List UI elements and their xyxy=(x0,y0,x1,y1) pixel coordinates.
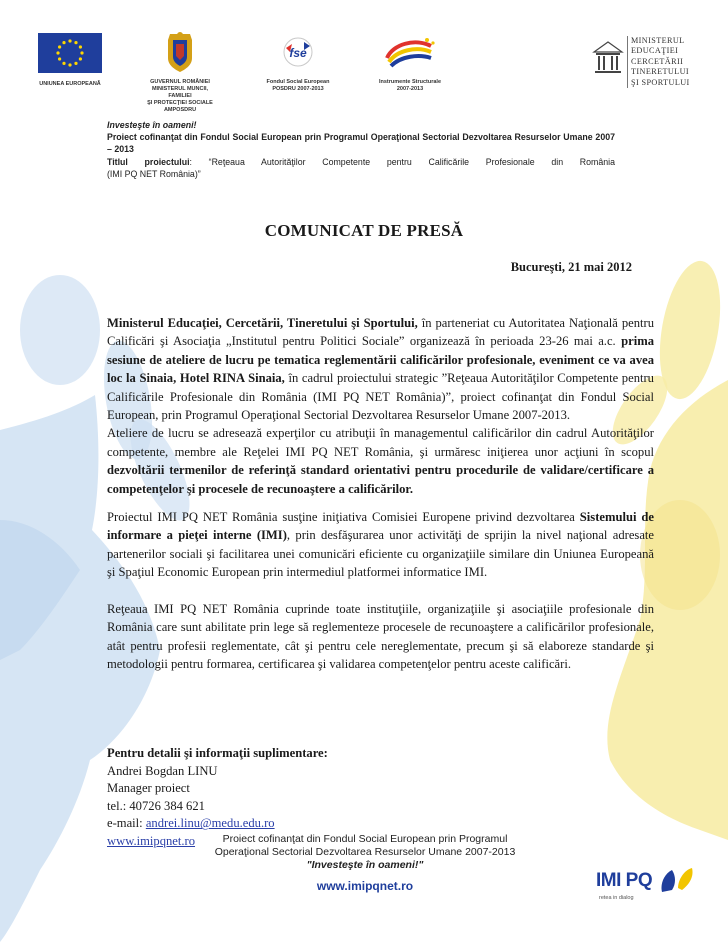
imipq-brand: IMI PQ xyxy=(596,870,653,891)
gov-caption-line: MINISTERUL MUNCII, FAMILIEI xyxy=(151,85,209,99)
project-title-label: Titlul proiectului xyxy=(107,156,190,167)
paragraph-intro xyxy=(107,314,654,424)
contact-email-row xyxy=(107,815,328,833)
ministry-building-icon xyxy=(592,38,624,78)
footer-line: Proiect cofinanţat din Fondul Social European prin Programul xyxy=(222,833,508,845)
paragraph-workshops xyxy=(107,424,654,498)
gov-caption-line: GUVERNUL ROMÂNIEI xyxy=(150,79,210,85)
footer-line: Operaţional Sectorial Dezvoltarea Resurselor Umane 2007-2013 xyxy=(214,846,516,858)
government-caption xyxy=(140,79,220,113)
fse-logo xyxy=(258,30,338,93)
coat-of-arms-icon xyxy=(140,30,220,74)
is-caption-line: Instrumente Structurale xyxy=(378,79,442,85)
website-link[interactable]: www.imipqnet.ro xyxy=(107,833,196,848)
contact-email-label: e-mail: xyxy=(107,816,146,831)
structural-instruments-logo xyxy=(365,30,455,93)
footer xyxy=(200,833,530,893)
imi-highlight: Sistemului de informare a pieţei interne (IMI) xyxy=(107,510,654,543)
structural-instruments-icon xyxy=(365,30,455,74)
project-fund-line: Proiect cofinanţat din Fondul Social European prin Programul Operaţional Sectorial Dezvoltarea Resurselor Umane 2007 – 2013 xyxy=(107,132,615,155)
ministry-name xyxy=(627,36,690,88)
ministry-highlight: Ministerul Educaţiei, Cercetării, Tineretului şi Sportului, xyxy=(107,316,418,330)
fse-caption-line: Fondul Social European xyxy=(266,79,330,85)
ministry-line: CERCETĂRII xyxy=(631,56,684,66)
gov-caption-line: ŞI PROTECŢIEI SOCIALE xyxy=(147,99,213,106)
eu-logo xyxy=(38,33,102,88)
paragraph-text: Ateliere de lucru se adresează experţilor cu atribuţii în managementul calificărilor din cadrul Autorităţilor competente, membre ale Reţelei IMI PQ NET România, şi urmăresc iniţierea unor acţiuni în scopul xyxy=(107,426,654,459)
contact-phone: tel.: 40726 384 621 xyxy=(107,798,205,813)
paragraph-text: în parteneriat cu Autoritatea Naţională pentru Calificări şi Asociaţia „Institutul pentru Politici Sociale” organizează în perioada 23-26 mai a.c. xyxy=(107,316,654,349)
is-caption-line: 2007-2013 xyxy=(396,85,424,92)
fse-logo-text: fse xyxy=(289,46,307,60)
page-title: COMUNICAT DE PRESĂ xyxy=(264,221,464,240)
imipq-tagline: retea in dialog xyxy=(599,895,634,901)
fse-emblem-icon xyxy=(258,30,338,74)
eu-caption: UNIUNEA EUROPEANĂ xyxy=(39,81,101,87)
footer-website: www.imipqnet.ro xyxy=(316,879,414,893)
email-link[interactable]: andrei.linu@medu.edu.ro xyxy=(145,816,275,831)
paragraph-text: , prin desfăşurarea unor activităţi de sprijin la nivel naţional adresate partenerilor sociali şi facilitarea unei comunicări eficiente cu organizaţiile similare din Uniunea Europeană şi Spaţiul Economic European prin intermediul platformei informatice IMI. xyxy=(107,528,655,580)
ministry-line: TINERETULUI xyxy=(631,67,690,77)
footer-slogan: "Investeşte în oameni!" xyxy=(306,859,424,871)
fse-caption-line: POSDRU 2007-2013 xyxy=(272,85,324,92)
paragraph-imi-system xyxy=(107,508,654,582)
ministry-line: MINISTERUL xyxy=(631,36,685,45)
imipq-hands-icon xyxy=(658,862,698,896)
project-title-line xyxy=(107,156,615,168)
contact-title: Pentru detalii şi informaţii suplimentare: xyxy=(107,746,328,760)
project-title-continuation: (IMI PQ NET România)” xyxy=(107,168,201,179)
paragraph-text: Proiectul IMI PQ NET România susţine iniţiativa Comisiei Europene privind dezvoltarea xyxy=(107,510,580,525)
place-date: Bucureşti, 21 mai 2012 xyxy=(510,260,632,274)
eu-flag-icon xyxy=(38,33,102,73)
structural-instruments-caption xyxy=(365,79,455,93)
gov-caption-line: AMPOSDRU xyxy=(163,106,197,113)
paragraph-text: în cadrul proiectului strategic ”Reţeaua Autorităţilor Competente pentru Calificările Profesionale din România (IMI PQ NET România)”, proiect cofinanţat din Fondul Social European, prin Programul Operaţional Sectorial Dezvoltarea Resurselor Umane 2007-2013. xyxy=(107,371,654,423)
project-info xyxy=(107,119,615,180)
project-title-text: : “Reţeaua Autorităţilor Competente pentru Calificările Profesionale din România xyxy=(189,156,615,167)
event-highlight: prima sesiune de ateliere de lucru pe tematica reglementării calificărilor profesionale, eveniment ce va avea loc la Sinaia, Hotel RINA Sinaia, xyxy=(107,334,654,386)
contact-role: Manager proiect xyxy=(107,781,190,796)
ministry-line: EDUCAŢIEI xyxy=(631,46,679,56)
contact-name: Andrei Bogdan LINU xyxy=(107,763,218,778)
press-release-body xyxy=(107,314,654,673)
ministry-line: ŞI SPORTULUI xyxy=(631,77,690,87)
paragraph-network: Reţeaua IMI PQ NET România cuprinde toate instituţiile, organizaţiile şi asociaţiile profesionale din România care sunt abilitate prin lege să reglementeze procesele de recunoaştere a calificărilor profesionale, atât pentru profesii reglementate, cât şi pentru cele nereglementate, precum şi să elaboreze standarde şi metodologii pentru formarea, certificarea şi validarea competenţelor pentru aceste calificări. xyxy=(107,601,654,671)
government-logo xyxy=(140,30,220,113)
fse-caption xyxy=(258,79,338,93)
objective-highlight: dezvoltării termenilor de referinţă standard orientativi pentru procedurile de validare/certificare a competenţelor şi procesele de recunoaştere a calificărilor. xyxy=(107,463,654,496)
project-slogan: Investeşte în oameni! xyxy=(107,120,197,130)
imipq-logo xyxy=(596,862,696,912)
